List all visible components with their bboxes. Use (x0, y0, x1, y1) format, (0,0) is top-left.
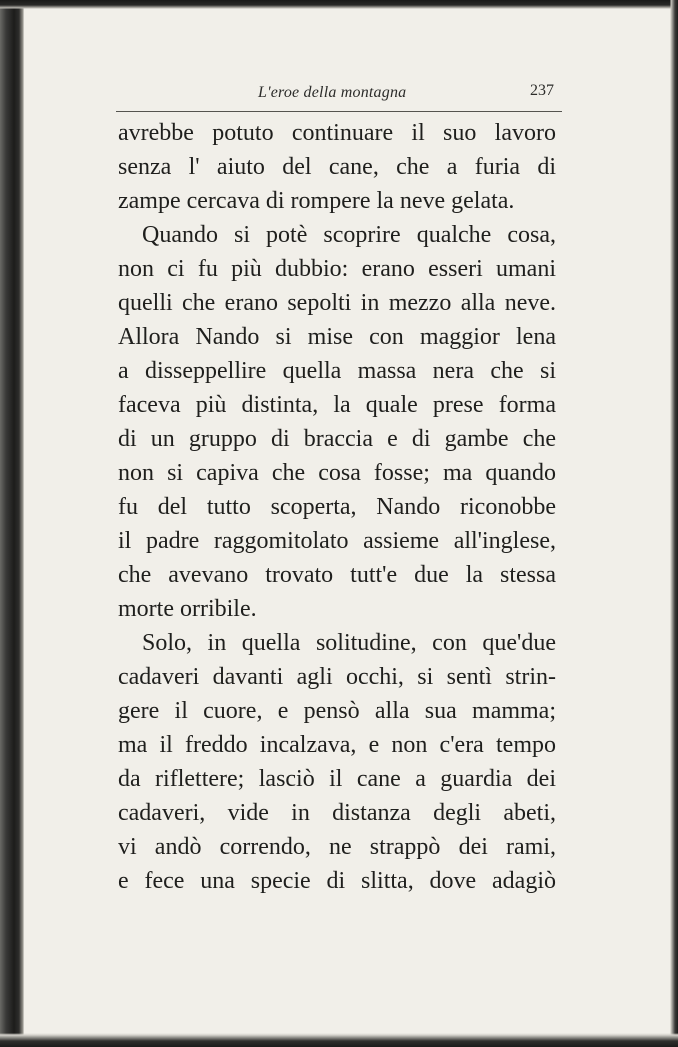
book-binding-shadow (0, 0, 24, 1047)
text-line: gere il cuore, e pensò alla sua mamma; (118, 698, 556, 724)
right-page-edge (670, 0, 678, 1047)
header-rule (116, 111, 562, 112)
text-line: faceva più distinta, la quale prese forma (118, 392, 556, 418)
text-line: il padre raggomitolato assieme all'inglese, (118, 528, 556, 554)
text-line: Quando si potè scoprire qualche cosa, (142, 222, 556, 248)
text-line: e fece una specie di slitta, dove adagiò (118, 868, 556, 894)
text-line: senza l' aiuto del cane, che a furia di (118, 154, 556, 180)
text-line: a disseppellire quella massa nera che si (118, 358, 556, 384)
text-line: zampe cercava di rompere la neve gelata. (118, 188, 515, 214)
text-line: ma il freddo incalzava, e non c'era tempo (118, 732, 556, 758)
text-line: di un gruppo di braccia e di gambe che (118, 426, 556, 452)
text-line: non si capiva che cosa fosse; ma quando (118, 460, 556, 486)
body-text (118, 116, 556, 898)
text-line: Allora Nando si mise con maggior lena (118, 324, 556, 350)
bottom-page-edge (0, 1033, 678, 1047)
text-line: morte orribile. (118, 596, 257, 622)
text-line: cadaveri, vide in distanza degli abeti, (118, 800, 556, 826)
text-line: Solo, in quella solitudine, con que'due (142, 630, 556, 656)
text-line: non ci fu più dubbio: erano esseri umani (118, 256, 556, 282)
page-number: 237 (530, 82, 554, 99)
text-line: fu del tutto scoperta, Nando riconobbe (118, 494, 556, 520)
page-header (116, 80, 562, 108)
running-title: L'eroe della montagna (258, 84, 407, 101)
text-line: quelli che erano sepolti in mezzo alla neve. (118, 290, 556, 316)
text-line: avrebbe potuto continuare il suo lavoro (118, 120, 556, 146)
text-line: cadaveri davanti agli occhi, si sentì strin- (118, 664, 556, 690)
top-page-edge (0, 0, 678, 9)
text-line: che avevano trovato tutt'e due la stessa (118, 562, 556, 588)
text-line: da riflettere; lasciò il cane a guardia dei (118, 766, 556, 792)
text-line: vi andò correndo, ne strappò dei rami, (118, 834, 556, 860)
